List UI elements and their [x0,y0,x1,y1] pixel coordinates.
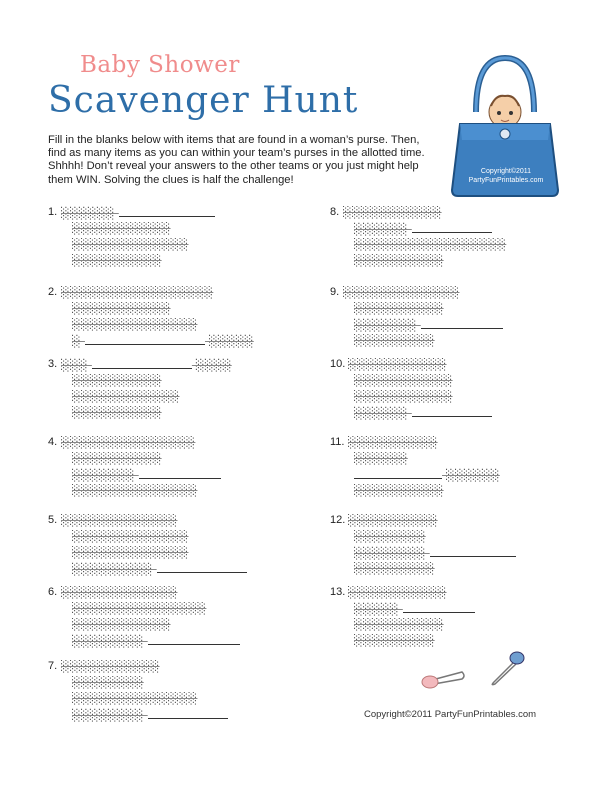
clue-number: 10. [330,358,346,370]
clue-8: 8. ░░░░░░░░░░░ ░░░░░░ ░░░░░░░░░░░░░░░░░ ░░░░░░░░░░ [330,206,507,267]
page-title: Scavenger Hunt [48,80,359,121]
clue-7: 7. ░░░░░░░░░░░ ░░░░░░░░ ░░░░░░░░░░░░░░ ░░░░░░░░ [48,660,288,724]
purse-site: PartyFunPrintables.com [468,177,544,184]
clue-10: 10. ░░░░░░░░░░░ ░░░░░░░░░░░ ░░░░░░░░░░░ ░░░░░░ [330,358,570,422]
clue-number: 13. [330,586,346,598]
purse-icon [446,50,564,200]
clue-9: 9. ░░░░░░░░░░░░░ ░░░░░░░░░░ ░░░░░░░ ░░░░░░░░░ [330,286,570,350]
clue-3: 3. ░░░ ░░░░ ░░░░░░░░░░ ░░░░░░░░░░░░ ░░░░░░░░░░ [48,358,232,419]
clue-11: 11. ░░░░░░░░░░ ░░░░░░ ░░░░░░ ░░░░░░░░░░ [330,436,500,497]
clue-number: 3. [48,358,58,370]
clue-number: 7. [48,660,58,672]
clue-number: 9. [330,286,340,298]
subtitle: Baby Shower [80,52,240,78]
clue-12: 12. ░░░░░░░░░░ ░░░░░░░░ ░░░░░░░░ ░░░░░░░░░ [330,514,570,578]
footer-copyright: Copyright©2011 PartyFunPrintables.com [364,709,537,720]
clue-number: 6. [48,586,58,598]
clue-4: 4. ░░░░░░░░░░░░░░░ ░░░░░░░░░░ ░░░░░░░ ░░░░░░░░░░░░░░ [48,436,288,500]
instructions: Fill in the blanks below with items that are found in a woman’s purse. Then, find as many items as you can within your team’s purses in the allotted time. Shhhh! Don’t reveal your answers to the other teams or you just might help them WIN. Solving the clues is half the challenge! [48,134,425,186]
clue-number: 4. [48,436,58,448]
purse-copyright: Copyright©2011 [480,168,532,175]
clue-5: 5. ░░░░░░░░░░░░░ ░░░░░░░░░░░░░ ░░░░░░░░░░░░░ ░░░░░░░░░ [48,514,288,578]
clue-number: 11. [330,436,345,448]
clue-number: 12. [330,514,346,526]
clue-number: 1. [48,206,58,218]
clue-number: 2. [48,286,58,298]
clue-13: 13. ░░░░░░░░░░░ ░░░░░ ░░░░░░░░░░ ░░░░░░░░░ [330,586,570,650]
clue-1: 1. ░░░░░░ ░░░░░░░░░░░ ░░░░░░░░░░░░░ ░░░░░░░░░░ [48,206,288,270]
clue-6: 6. ░░░░░░░░░░░░░ ░░░░░░░░░░░░░░░ ░░░░░░░░░░░ ░░░░░░░░ [48,586,288,650]
pink-safety-pin-icon [420,660,466,690]
clue-number: 5. [48,514,58,526]
clue-2: 2. ░░░░░░░░░░░░░░░░░ ░░░░░░░░░░░ ░░░░░░░░░░░░░░ ░ ░░░░░ [48,286,254,348]
clue-number: 8. [330,206,340,218]
blue-safety-pin-icon [486,648,526,688]
